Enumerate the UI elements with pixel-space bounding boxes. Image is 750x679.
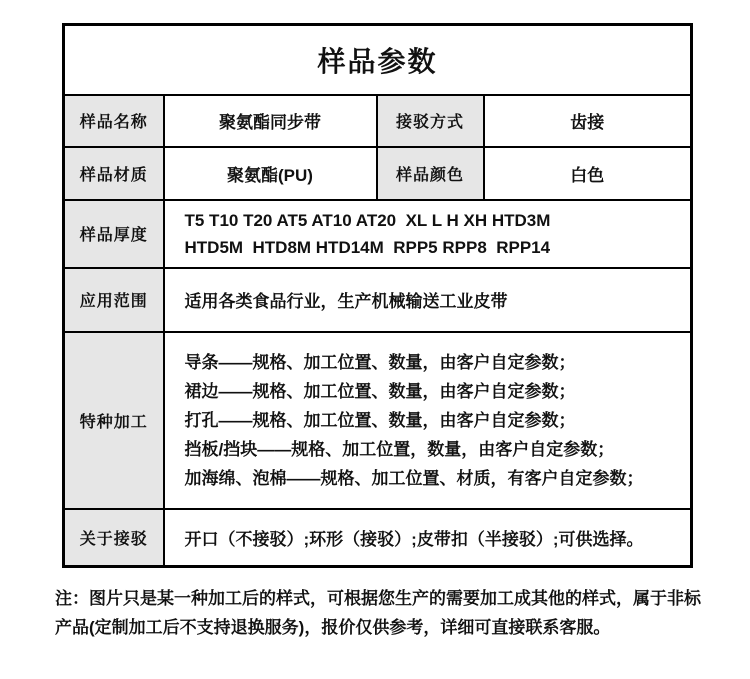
value-application-scope: 适用各类食品行业，生产机械输送工业皮带 — [164, 268, 692, 332]
footer-note-line-1: 注：图片只是某一种加工后的样式，可根据您生产的需要加工成其他的样式，属于非标 — [55, 589, 701, 608]
label-sample-color: 样品颜色 — [377, 147, 484, 200]
footer-note-line-2: 产品(定制加工后不支持退换服务)，报价仅供参考，详细可直接联系客服。 — [55, 618, 611, 637]
value-sample-name: 聚氨酯同步带 — [164, 95, 377, 147]
spec-table — [62, 23, 693, 568]
value-sample-material: 聚氨酯(PU) — [164, 147, 377, 200]
table-row-application — [64, 268, 692, 332]
table-row-about-joint — [64, 509, 692, 567]
label-joint-method: 接驳方式 — [377, 95, 484, 147]
processing-line-guide-strip: 导条——规格、加工位置、数量，由客户自定参数； — [184, 352, 576, 372]
label-sample-name: 样品名称 — [64, 95, 164, 147]
processing-line-skirt-edge: 裙边——规格、加工位置、数量，由客户自定参数； — [184, 381, 576, 401]
processing-line-punching: 打孔——规格、加工位置、数量，由客户自定参数； — [184, 410, 576, 430]
label-special-processing: 特种加工 — [64, 332, 164, 509]
value-sample-thickness — [164, 200, 692, 268]
value-about-joint: 开口（不接驳）;环形（接驳）;皮带扣（半接驳）;可供选择。 — [164, 509, 692, 567]
table-row-special-processing — [64, 332, 692, 509]
label-sample-material: 样品材质 — [64, 147, 164, 200]
table-row-material-color — [64, 147, 692, 200]
value-special-processing — [164, 332, 692, 509]
label-about-joint: 关于接驳 — [64, 509, 164, 567]
footer-note — [55, 584, 715, 642]
processing-line-sponge-foam: 加海绵、泡棉——规格、加工位置、材质，有客户自定参数； — [184, 468, 644, 488]
processing-line-baffle: 挡板/挡块——规格、加工位置，数量，由客户自定参数； — [184, 439, 615, 459]
value-joint-method: 齿接 — [484, 95, 692, 147]
value-sample-color: 白色 — [484, 147, 692, 200]
page-title: 样品参数 — [64, 25, 692, 95]
table-row-name-joint — [64, 95, 692, 147]
label-application-scope: 应用范围 — [64, 268, 164, 332]
label-sample-thickness: 样品厚度 — [64, 200, 164, 268]
table-row-thickness — [64, 200, 692, 268]
thickness-line-1: T5 T10 T20 AT5 AT10 AT20 XL L H XH HTD3M — [184, 210, 551, 230]
table-title-row — [64, 25, 692, 95]
thickness-line-2: HTD5M HTD8M HTD14M RPP5 RPP8 RPP14 — [184, 237, 551, 257]
